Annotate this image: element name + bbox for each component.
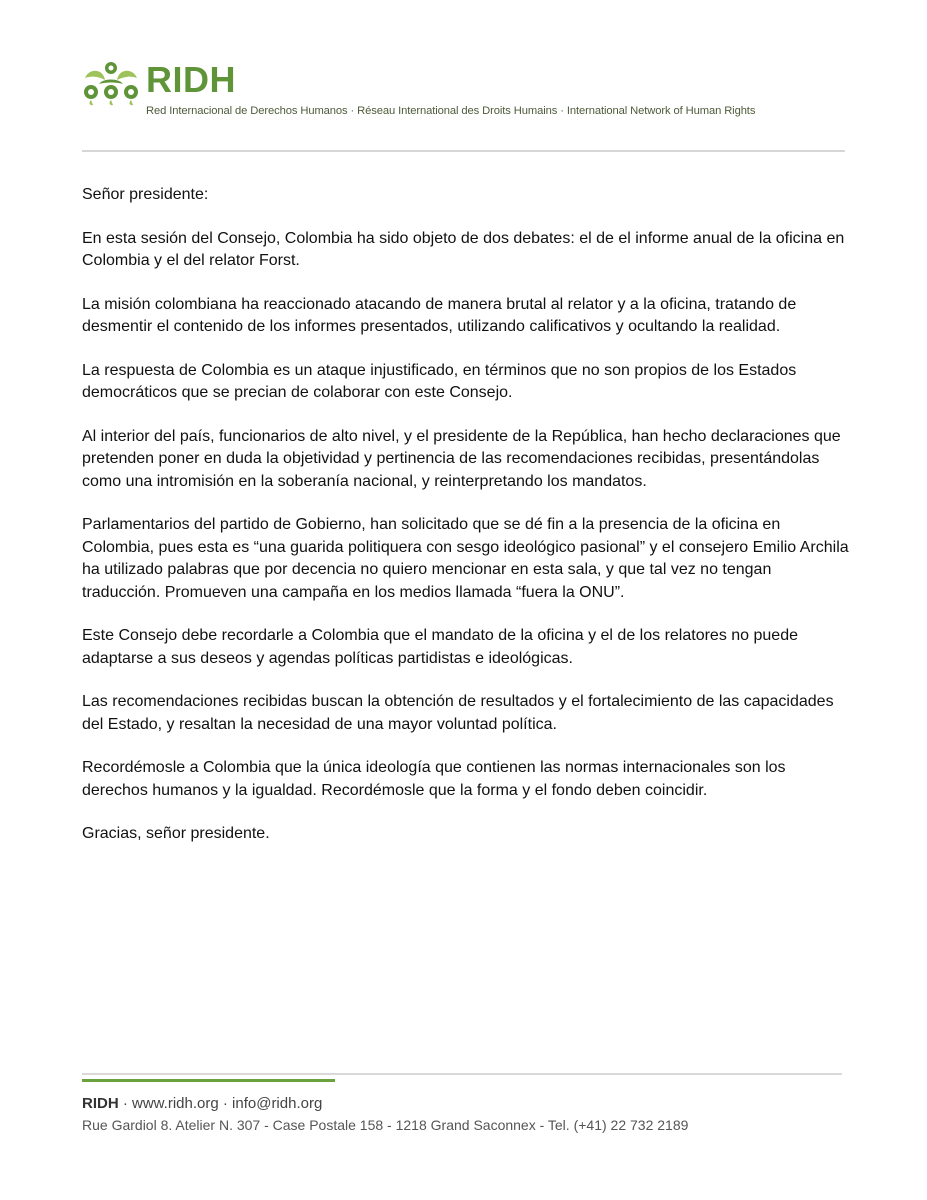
letter-paragraph: Las recomendaciones recibidas buscan la obtención de resultados y el fortalecimiento de las capacidades del Estado, y resaltan la necesidad de una mayor voluntad política. bbox=[82, 693, 834, 733]
letter-paragraph: Este Consejo debe recordarle a Colombia que el mandato de la oficina y el de los relatores no puede adaptarse a sus deseos y agendas políticas partidistas e ideológicas. bbox=[82, 627, 798, 667]
footer-address: Rue Gardiol 8. Atelier N. 307 - Case Postale 158 - 1218 Grand Saconnex - Tel. (+41) 22 732 2189 bbox=[82, 1117, 689, 1133]
footer-contact: · www.ridh.org · info@ridh.org bbox=[118, 1095, 323, 1112]
footer-contact-line bbox=[82, 1095, 322, 1112]
header-divider bbox=[82, 150, 845, 152]
letter-paragraph: Recordémosle a Colombia que la única ideología que contienen las normas internacionales son los derechos humanos y la igualdad. Recordémosle que la forma y el fondo deben coincidir. bbox=[82, 759, 786, 799]
ridh-logo-icon bbox=[81, 60, 141, 106]
letter-paragraph: La respuesta de Colombia es un ataque injustificado, en términos que no son propios de los Estados democráticos que se precian de colaborar con este Consejo. bbox=[82, 361, 797, 401]
letter-body bbox=[82, 184, 852, 867]
letter-closing: Gracias, señor presidente. bbox=[82, 825, 270, 842]
letter-paragraph: La misión colombiana ha reaccionado atacando de manera brutal al relator y a la oficina, tratando de desmentir el contenido de los informes presentados, utilizando calificativos y ocultando la realidad. bbox=[82, 295, 797, 335]
letter-salutation: Señor presidente: bbox=[82, 186, 209, 203]
brand-name: RIDH bbox=[146, 59, 236, 100]
letter-paragraph: En esta sesión del Consejo, Colombia ha sido objeto de dos debates: el de el informe anual de la oficina en Colombia y el del relator Forst. bbox=[82, 229, 845, 269]
footer-divider bbox=[82, 1073, 842, 1075]
brand-tagline: Red Internacional de Derechos Humanos · Réseau International des Droits Humains · International Network of Human Rights bbox=[146, 105, 756, 117]
footer-brand: RIDH bbox=[82, 1095, 119, 1112]
letter-paragraph: Al interior del país, funcionarios de alto nivel, y el presidente de la República, han hecho declaraciones que pretenden poner en duda la objetividad y pertinencia de las recomendaciones recibidas, presentándolas como una intromisión en la soberanía nacional, y reinterpretando los mandatos. bbox=[82, 427, 841, 490]
footer-accent-bar bbox=[82, 1079, 335, 1082]
letter-paragraph: Parlamentarios del partido de Gobierno, han solicitado que se dé fin a la presencia de la oficina en Colombia, pues esta es “una guarida politiquera con sesgo ideológico pasional” y el consejero Emilio Archila ha utilizado palabras que por decencia no quiero mencionar en esta sala, y que tal vez no tengan traducción. Promueven una campaña en los medios llamada “fuera la ONU”. bbox=[82, 516, 849, 601]
